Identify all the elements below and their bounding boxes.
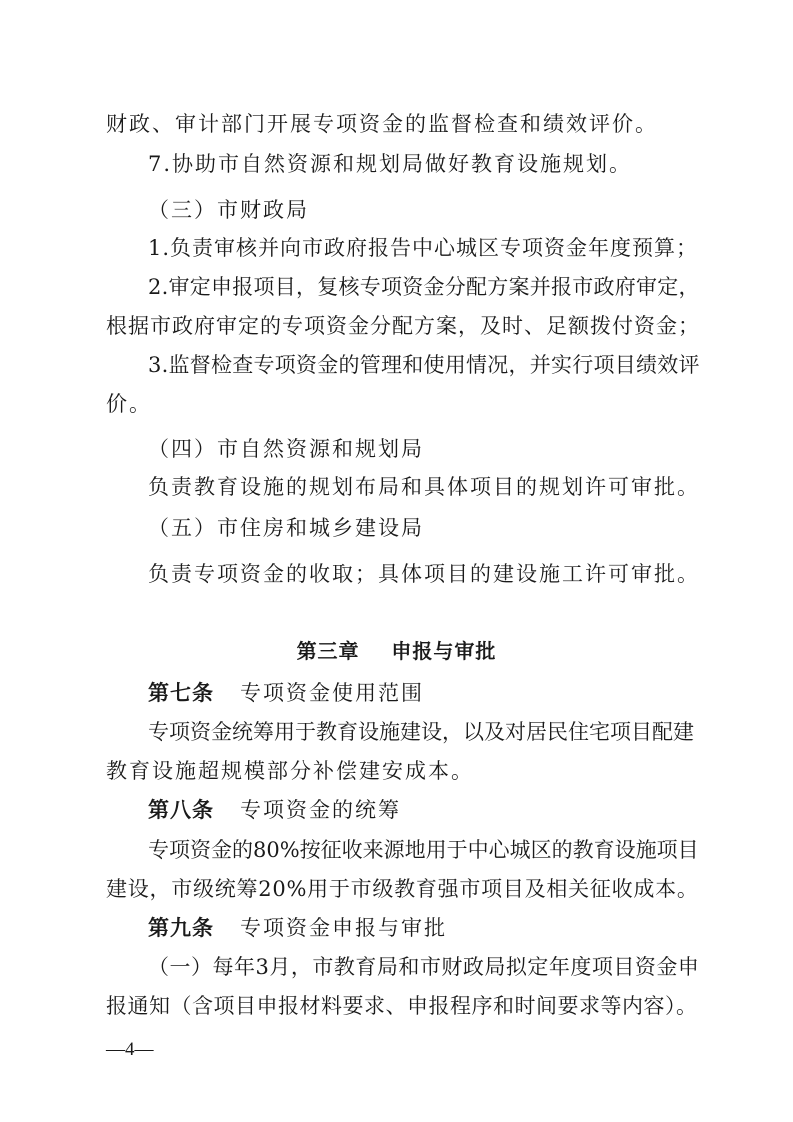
- body-line: 7.协助市自然资源和规划局做好教育设施规划。: [148, 152, 633, 176]
- body-line: 3.监督检查专项资金的管理和使用情况，并实行项目绩效评: [148, 353, 700, 377]
- article-heading: [148, 679, 424, 707]
- section-heading: （三）市财政局: [148, 198, 309, 222]
- body-line: 根据市政府审定的专项资金分配方案，及时、足额拨付资金；: [106, 314, 700, 338]
- body-line: 专项资金的80%按征收来源地用于中心城区的教育设施项目: [148, 838, 699, 862]
- body-line: 专项资金统筹用于教育设施建设，以及对居民住宅项目配建: [148, 720, 694, 744]
- section-heading: （五）市住房和城乡建设局: [148, 516, 424, 540]
- article-heading: [148, 914, 447, 942]
- body-line: 负责教育设施的规划布局和具体项目的规划许可审批。: [148, 475, 700, 499]
- body-line: 1.负责审核并向市政府报告中心城区专项资金年度预算；: [148, 236, 699, 260]
- article-heading: [148, 796, 401, 824]
- body-line: 2.审定申报项目，复核专项资金分配方案并报市政府审定，: [148, 275, 700, 299]
- article-title: 第九条: [148, 916, 214, 940]
- chapter-title: 第三章 申报与审批: [296, 639, 497, 663]
- body-line: 价。: [106, 392, 152, 416]
- article-subtitle: 专项资金的统筹: [240, 798, 401, 822]
- body-line: 建设，市级统筹20%用于市级教育强市项目及相关征收成本。: [106, 877, 699, 901]
- article-title: 第七条: [148, 681, 214, 705]
- section-heading: （四）市自然资源和规划局: [148, 437, 424, 461]
- article-subtitle: 专项资金使用范围: [240, 681, 424, 705]
- article-title: 第八条: [148, 798, 214, 822]
- body-line: 财政、审计部门开展专项资金的监督检查和绩效评价。: [106, 112, 658, 136]
- article-subtitle: 专项资金申报与审批: [240, 916, 447, 940]
- page-number: —4—: [106, 1039, 154, 1060]
- body-line: 教育设施超规模部分补偿建安成本。: [106, 759, 474, 783]
- body-line: （一）每年3月，市教育局和市财政局拟定年度项目资金申: [148, 955, 700, 979]
- body-line: 负责专项资金的收取；具体项目的建设施工许可审批。: [148, 562, 700, 586]
- body-line: 报通知（含项目申报材料要求、申报程序和时间要求等内容）。: [106, 994, 698, 1018]
